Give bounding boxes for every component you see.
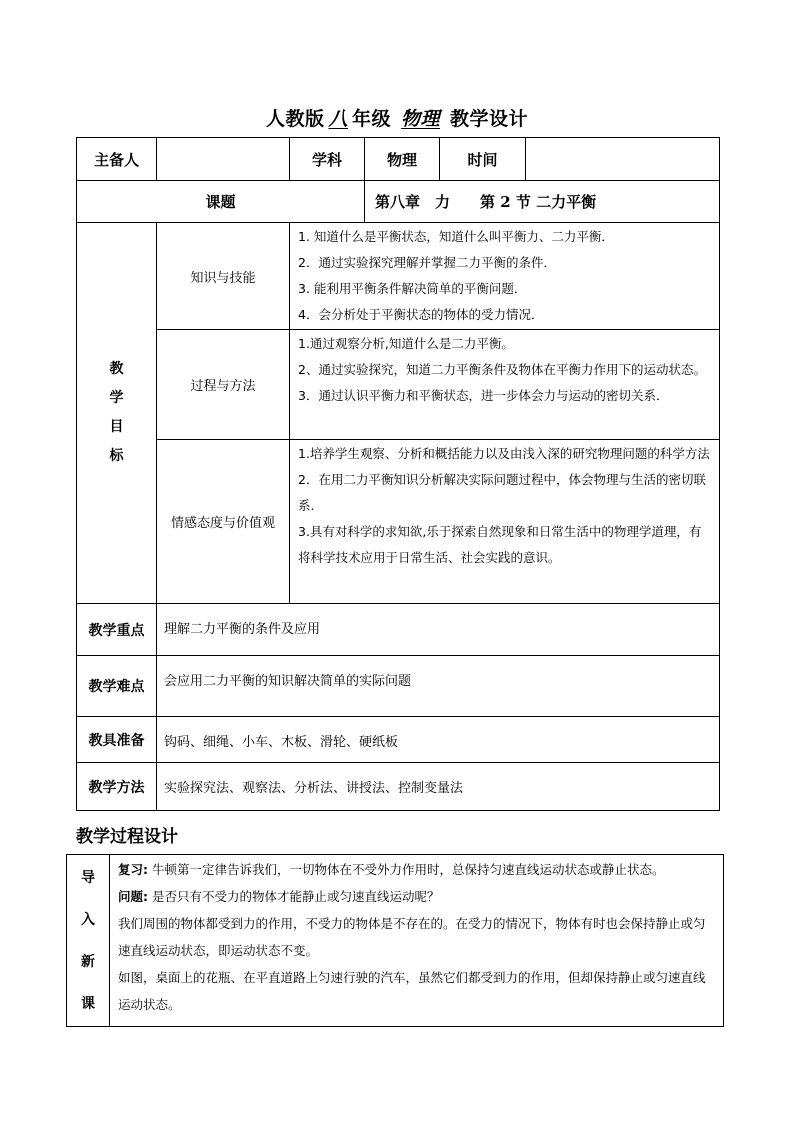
- objectives-label-char: 标: [109, 448, 124, 464]
- objectives-label: [77, 223, 157, 604]
- topic-row: [77, 181, 720, 223]
- difficulty-row: [77, 656, 720, 717]
- host-label: 主备人: [77, 138, 157, 181]
- document-title: [0, 104, 794, 131]
- objective-row-knowledge: [77, 223, 720, 330]
- objective-line: 2．在用二力平衡知识分析解决实际问题过程中，体会物理与生活的密切联系.: [298, 472, 706, 513]
- title-grade: 八: [328, 108, 348, 130]
- objective-content-knowledge: [290, 223, 720, 330]
- question-lead: 问题:: [118, 889, 148, 904]
- objective-line: 3. 能利用平衡条件解决简单的平衡问题．: [298, 281, 527, 296]
- review-lead: 复习:: [118, 862, 148, 877]
- title-prefix: 人教版: [265, 108, 325, 130]
- materials-label: 教具准备: [77, 717, 157, 763]
- objective-line: 2、通过实验探究，知道二力平衡条件及物体在平衡力作用下的运动状态。: [298, 362, 706, 377]
- time-label: 时间: [440, 138, 526, 181]
- materials-row: [77, 717, 720, 763]
- review-text: 牛顿第一定律告诉我们，一切物体在不受外力作用时，总保持匀速直线运动状态或静止状态。: [148, 862, 665, 877]
- objectives-label-char: 教: [109, 361, 124, 377]
- objective-line: 4．会分析处于平衡状态的物体的受力情况．: [298, 307, 544, 322]
- objective-row-process: [77, 330, 720, 440]
- topic-value: 第八章 力 第 2 节 二力平衡: [365, 181, 720, 223]
- objective-name-attitude: 情感态度与价值观: [157, 440, 290, 604]
- intro-paragraph: 如图，桌面上的花瓶、在平直道路上匀速行驶的汽车，虽然它们都受到力的作用，但却保持静止或匀速直线运动状态。: [118, 970, 706, 1012]
- intro-label-char: 新: [81, 953, 95, 970]
- title-subject: 物理: [401, 108, 441, 130]
- method-row: [77, 763, 720, 811]
- objective-line: 3.具有对科学的求知欲,乐于探索自然现象和日常生活中的物理学道理，有将科学技术应用于日常生活、社会实践的意识。: [298, 524, 702, 565]
- topic-label: 课题: [77, 181, 365, 223]
- objective-line: 3．通过认识平衡力和平衡状态，进一步体会力与运动的密切关系．: [298, 388, 669, 403]
- objective-name-process: 过程与方法: [157, 330, 290, 440]
- process-heading: 教学过程设计: [76, 827, 178, 847]
- objective-line: 1.通过观察分析,知道什么是二力平衡。: [298, 336, 514, 351]
- process-table: [66, 854, 724, 1027]
- key-point-row: [77, 604, 720, 656]
- key-point-label: 教学重点: [77, 604, 157, 656]
- materials-value: 钩码、细绳、小车、木板、滑轮、硬纸板: [157, 717, 720, 763]
- host-value: [157, 138, 290, 181]
- objective-content-attitude: [290, 440, 720, 604]
- question-text: 是否只有不受力的物体才能静止或匀速直线运动呢？: [148, 889, 440, 904]
- question-line: [118, 883, 717, 910]
- title-grade-suffix: 年级: [351, 108, 391, 130]
- intro-label-char: 入: [81, 911, 95, 928]
- objectives-label-char: 目: [109, 419, 124, 435]
- intro-label-char: 导: [81, 869, 95, 886]
- objective-name-knowledge: 知识与技能: [157, 223, 290, 330]
- intro-content: [110, 855, 724, 1027]
- method-value: 实验探究法、观察法、分析法、讲授法、控制变量法: [157, 763, 720, 811]
- objective-line: 1.培养学生观察、分析和概括能力以及由浅入深的研究物理问题的科学方法: [298, 446, 710, 461]
- subject-value: 物理: [365, 138, 440, 181]
- objective-row-attitude: [77, 440, 720, 604]
- time-value: [526, 138, 720, 181]
- objective-content-process: [290, 330, 720, 440]
- title-suffix: 教学设计: [450, 108, 529, 130]
- subject-label: 学科: [290, 138, 365, 181]
- review-line: [118, 856, 717, 883]
- objectives-label-char: 学: [109, 390, 124, 406]
- objective-line: 2．通过实验探究理解并掌握二力平衡的条件．: [298, 255, 556, 270]
- intro-label: [67, 855, 110, 1027]
- lesson-plan-table: [76, 137, 720, 811]
- difficulty-label: 教学难点: [77, 656, 157, 717]
- objective-line: 1. 知道什么是平衡状态，知道什么叫平衡力、二力平衡．: [298, 229, 614, 244]
- method-label: 教学方法: [77, 763, 157, 811]
- intro-row: [67, 855, 724, 1027]
- header-row: [77, 138, 720, 181]
- difficulty-value: 会应用二力平衡的知识解决简单的实际问题: [157, 656, 720, 717]
- intro-paragraph: 我们周围的物体都受到力的作用，不受力的物体是不存在的。在受力的情况下，物体有时也会保持静止或匀速直线运动状态，即运动状态不变。: [118, 916, 706, 958]
- intro-label-char: 课: [81, 995, 95, 1012]
- key-point-value: 理解二力平衡的条件及应用: [157, 604, 720, 656]
